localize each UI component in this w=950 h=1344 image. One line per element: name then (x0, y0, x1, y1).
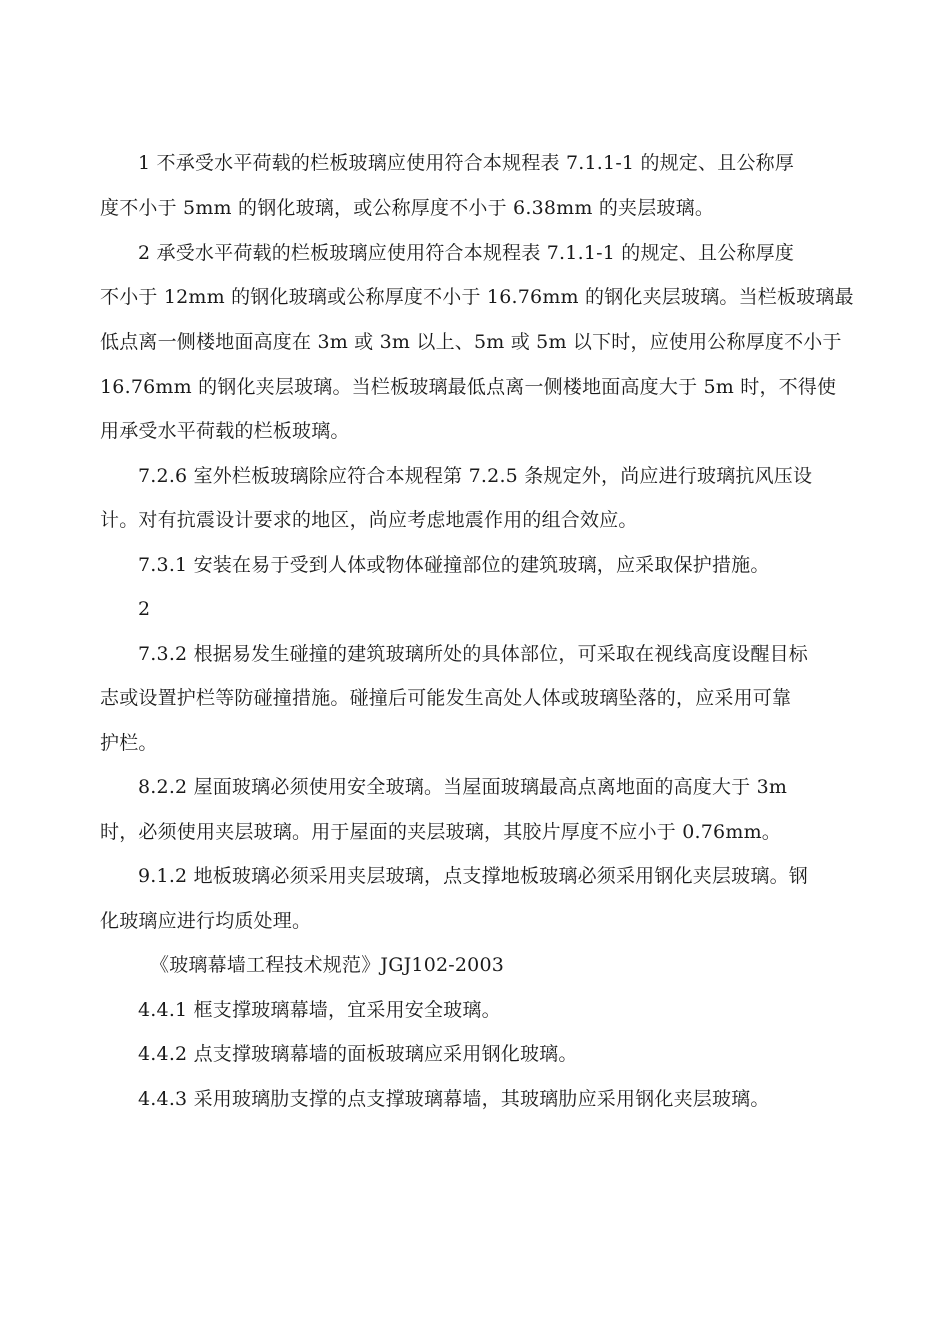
text-line: 4.4.2 点支撑玻璃幕墙的面板玻璃应采用钢化玻璃。 (138, 1043, 578, 1065)
text-line: 化玻璃应进行均质处理。 (100, 910, 312, 932)
text-line: 时，必须使用夹层玻璃。用于屋面的夹层玻璃，其胶片厚度不应小于 0.76mm。 (100, 821, 781, 843)
text-line: 1 不承受水平荷载的栏板玻璃应使用符合本规程表 7.1.1-1 的规定、且公称厚 (138, 152, 795, 174)
text-line: 2 承受水平荷载的栏板玻璃应使用符合本规程表 7.1.1-1 的规定、且公称厚度 (138, 242, 795, 264)
text-line: 4.4.3 采用玻璃肋支撑的点支撑玻璃幕墙，其玻璃肋应采用钢化夹层玻璃。 (138, 1088, 770, 1110)
text-line: 8.2.2 屋面玻璃必须使用安全玻璃。当屋面玻璃最高点离地面的高度大于 3m (138, 776, 788, 798)
text-line: 16.76mm 的钢化夹层玻璃。当栏板玻璃最低点离一侧楼地面高度大于 5m 时，不得使 (100, 376, 837, 398)
text-line: 用承受水平荷载的栏板玻璃。 (100, 420, 350, 442)
text-line: 4.4.1 框支撑玻璃幕墙，宜采用安全玻璃。 (138, 999, 501, 1021)
text-line: 低点离一侧楼地面高度在 3m 或 3m 以上、5m 或 5m 以下时，应使用公称厚度不小于 (100, 331, 842, 353)
text-line: 护栏。 (100, 732, 158, 754)
text-line: 度不小于 5mm 的钢化玻璃，或公称厚度不小于 6.38mm 的夹层玻璃。 (100, 197, 715, 219)
text-line: 9.1.2 地板玻璃必须采用夹层玻璃，点支撑地板玻璃必须采用钢化夹层玻璃。钢 (138, 865, 808, 887)
text-line: 2 (138, 598, 151, 620)
text-line: 7.3.2 根据易发生碰撞的建筑玻璃所处的具体部位，可采取在视线高度设醒目标 (138, 643, 808, 665)
text-line: 《玻璃幕墙工程技术规范》JGJ102-2003 (150, 954, 505, 976)
text-line: 7.3.1 安装在易于受到人体或物体碰撞部位的建筑玻璃，应采取保护措施。 (138, 554, 770, 576)
text-line: 7.2.6 室外栏板玻璃除应符合本规程第 7.2.5 条规定外，尚应进行玻璃抗风压设 (138, 465, 813, 487)
text-line: 不小于 12mm 的钢化玻璃或公称厚度不小于 16.76mm 的钢化夹层玻璃。当栏板玻璃最 (100, 286, 854, 308)
text-line: 计。对有抗震设计要求的地区，尚应考虑地震作用的组合效应。 (100, 509, 638, 531)
text-line: 志或设置护栏等防碰撞措施。碰撞后可能发生高处人体或玻璃坠落的，应采用可靠 (100, 687, 792, 709)
